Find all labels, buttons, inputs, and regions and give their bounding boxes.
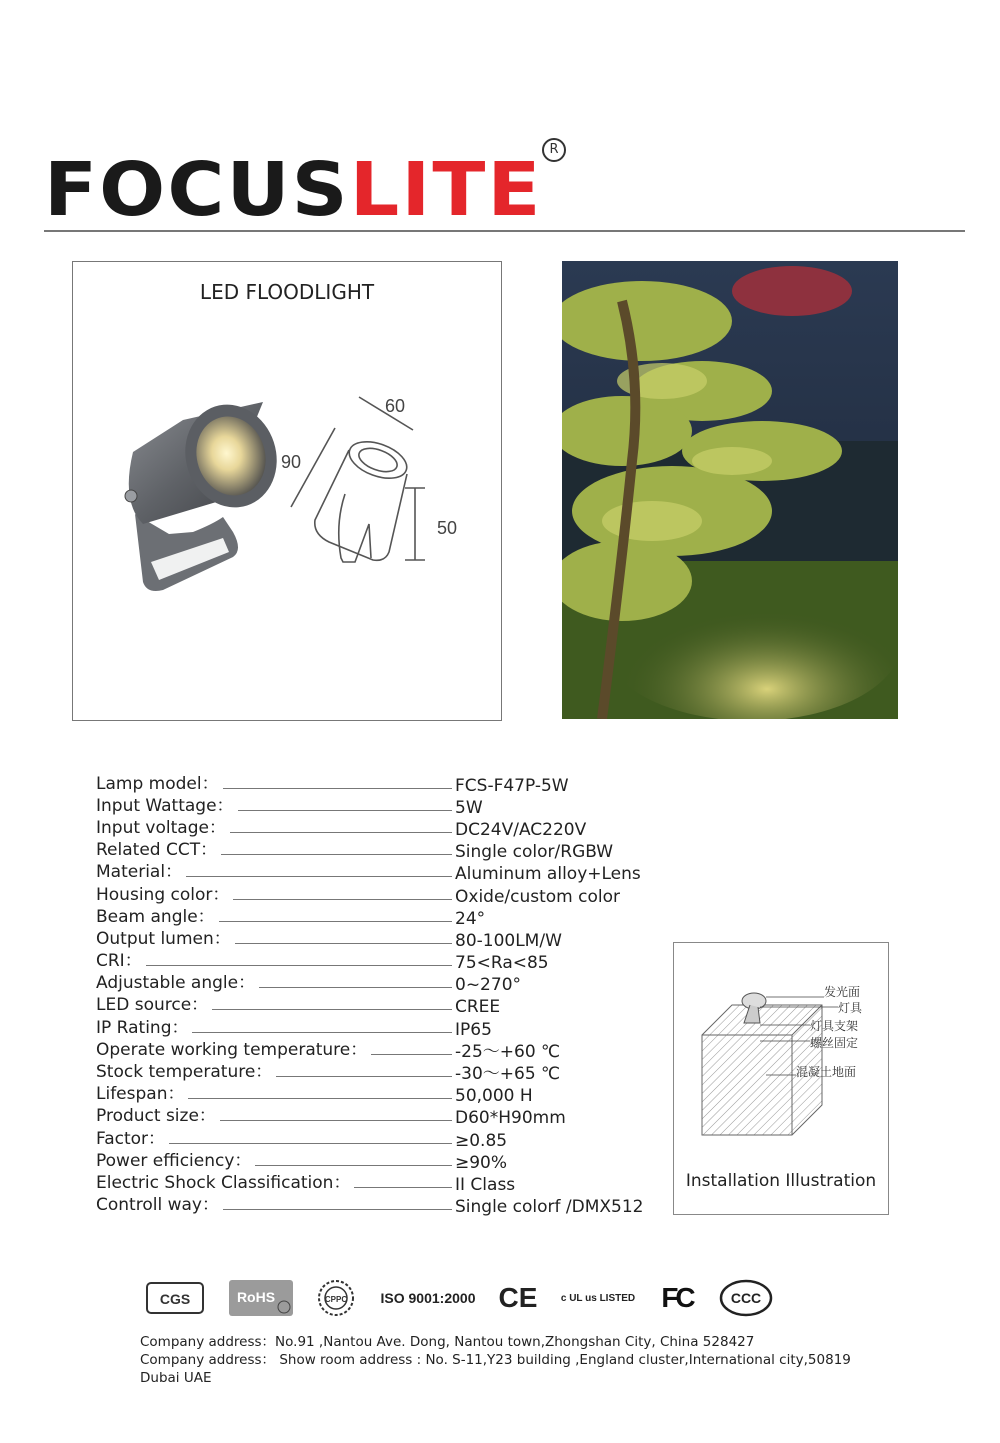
- spec-value: 24°: [455, 909, 486, 929]
- spec-row: [96, 1106, 656, 1128]
- spec-row: [96, 1040, 656, 1062]
- spec-value: IP65: [455, 1020, 492, 1040]
- spec-label: Output lumen：: [96, 929, 235, 949]
- product-title: LED FLOODLIGHT: [199, 280, 375, 304]
- spec-row: [96, 818, 656, 840]
- garden-scene-image: [562, 261, 898, 719]
- spec-row: [96, 929, 656, 951]
- dimension-width-label: 60: [385, 396, 406, 416]
- leader-line: [96, 965, 452, 966]
- spec-value: -25～+60 ℃: [455, 1042, 561, 1062]
- spec-label: Beam angle：: [96, 907, 219, 927]
- spec-value: DC24V/AC220V: [455, 820, 587, 840]
- spec-row: [96, 1195, 656, 1217]
- spec-label: IP Rating：: [96, 1018, 192, 1038]
- address-line-2: Company address： Show room address : No. S-11,Y23 building ,England cluster,International city,50819 Dubai UAE: [140, 1352, 851, 1386]
- spec-row: [96, 885, 656, 907]
- spec-value: FCS-F47P-5W: [455, 776, 569, 796]
- rohs-logo: [228, 1275, 294, 1321]
- spec-label: Input voltage：: [96, 818, 230, 838]
- spec-value: D60*H90mm: [455, 1108, 566, 1128]
- svg-text:CCC: CCC: [730, 1290, 762, 1306]
- spec-row: [96, 796, 656, 818]
- spec-row: [96, 1062, 656, 1084]
- label-fixture: 灯具: [838, 1001, 863, 1015]
- address-line-1: Company address：No.91 ,Nantou Ave. Dong, Nantou town,Zhongshan City, China 528427: [140, 1334, 755, 1350]
- spec-label: Input Wattage：: [96, 796, 238, 816]
- ul-listed-mark: c UL us LISTED: [560, 1292, 636, 1304]
- spec-value: II Class: [455, 1175, 516, 1195]
- installation-caption: Installation Illustration: [685, 1171, 877, 1191]
- svg-text:CPPC: CPPC: [324, 1295, 348, 1304]
- cgs-logo: [146, 1275, 204, 1321]
- floodlight-product-image: [73, 262, 503, 722]
- spec-row: [96, 1173, 656, 1195]
- spec-value: 80-100LM/W: [455, 931, 562, 951]
- header-divider: [44, 230, 965, 232]
- registered-mark: R: [542, 138, 566, 162]
- spec-value: Single color/RGBW: [455, 842, 614, 862]
- spec-row: [96, 995, 656, 1017]
- product-image-box: [72, 261, 502, 721]
- logo-wordmark: [44, 147, 543, 233]
- spec-row: [96, 1129, 656, 1151]
- spec-value: Oxide/custom color: [455, 887, 621, 907]
- spec-label: Stock temperature：: [96, 1062, 276, 1082]
- logo-dark-part: FOCUS: [44, 147, 350, 233]
- spec-label: CRI：: [96, 951, 146, 971]
- spec-value: 50,000 H: [455, 1086, 533, 1106]
- label-bracket: 灯具支架: [810, 1019, 859, 1033]
- certification-logos: [140, 1275, 780, 1321]
- spec-row: [96, 774, 656, 796]
- brand-logo: [44, 142, 564, 233]
- company-address-footer: [140, 1333, 880, 1387]
- spec-label: Factor：: [96, 1129, 169, 1149]
- spec-value: Single colorf /DMX512: [455, 1197, 644, 1217]
- ccc-mark: [718, 1275, 774, 1321]
- spec-label: Controll way：: [96, 1195, 223, 1215]
- spec-label: Material：: [96, 862, 186, 882]
- spec-value: ≥0.85: [455, 1131, 508, 1151]
- installation-diagram: [674, 943, 890, 1163]
- spec-row: [96, 951, 656, 973]
- spec-row: [96, 1084, 656, 1106]
- svg-text:RoHS: RoHS: [236, 1289, 276, 1305]
- spec-label: Housing color：: [96, 885, 233, 905]
- spec-value: 75<Ra<85: [455, 953, 549, 973]
- spec-label: LED source：: [96, 995, 212, 1015]
- label-concrete-ground: 混凝土地面: [796, 1065, 857, 1079]
- spec-value: 0~270°: [455, 975, 522, 995]
- label-screw-fix: 螺丝固定: [810, 1036, 859, 1050]
- ce-mark: CE: [498, 1282, 538, 1313]
- spec-row: [96, 1151, 656, 1173]
- spec-label: Related CCT：: [96, 840, 221, 860]
- spec-label: Operate working temperature：: [96, 1040, 371, 1060]
- iso-label: ISO 9001:2000: [380, 1290, 476, 1306]
- spec-label: Lifespan：: [96, 1084, 188, 1104]
- spec-row: [96, 862, 656, 884]
- installation-illustration-box: [673, 942, 889, 1215]
- spec-value: -30～+65 ℃: [455, 1064, 561, 1084]
- spec-value: 5W: [455, 798, 483, 818]
- spec-label: Power efficiency：: [96, 1151, 255, 1171]
- application-photo: [562, 261, 898, 719]
- spec-row: [96, 973, 656, 995]
- spec-value: CREE: [455, 997, 501, 1017]
- spec-row: [96, 840, 656, 862]
- spec-label: Electric Shock Classification：: [96, 1173, 354, 1193]
- spec-row: [96, 1018, 656, 1040]
- spec-label: Product size：: [96, 1106, 220, 1126]
- spec-row: [96, 907, 656, 929]
- spec-value: Aluminum alloy+Lens: [455, 864, 641, 884]
- spec-label: Lamp model：: [96, 774, 223, 794]
- cppc-logo: [316, 1275, 356, 1321]
- logo-red-part: LITE: [349, 147, 543, 233]
- svg-text:CGS: CGS: [159, 1291, 191, 1307]
- dimension-height-label: 90: [281, 452, 302, 472]
- label-emitting-surface: 发光面: [824, 985, 861, 999]
- dimension-depth-label: 50: [437, 518, 458, 538]
- spec-label: Adjustable angle：: [96, 973, 259, 993]
- spec-value: ≥90%: [455, 1153, 508, 1173]
- fcc-mark: FC: [661, 1282, 693, 1313]
